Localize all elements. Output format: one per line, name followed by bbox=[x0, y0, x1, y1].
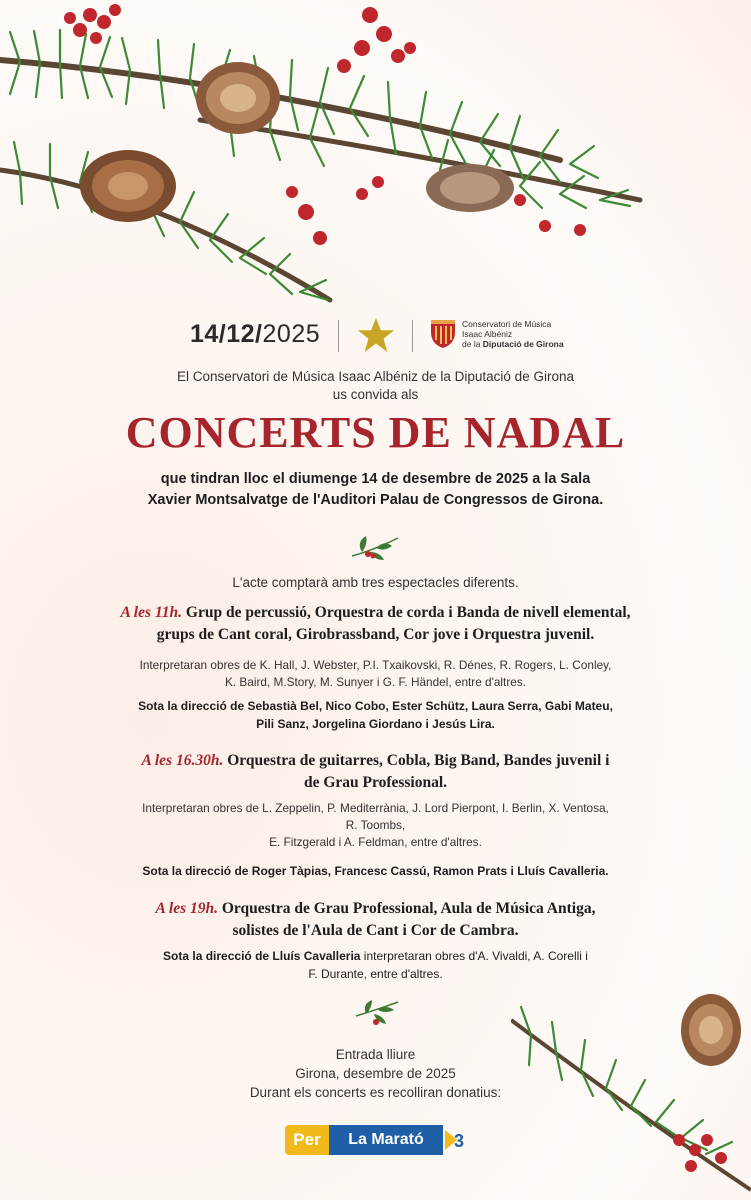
intro-text: El Conservatori de Música Isaac Albéniz de la Diputació de Girona us convida als bbox=[177, 369, 574, 402]
holly-sprig-icon bbox=[352, 996, 402, 1030]
session-1-directors: Sota la direcció de Sebastià Bel, Nico Cobo, Ester Schütz, Laura Serra, Gabi Mateu, Pili Sanz, Jorgelina Giordano i Jesús Lira. bbox=[138, 699, 613, 731]
star-icon bbox=[357, 316, 395, 354]
session-2-directors: Sota la direcció de Roger Tàpias, Francesc Cassú, Ramon Prats i Lluís Cavalleria. bbox=[142, 864, 609, 878]
header-row bbox=[0, 312, 751, 360]
marato-name-label: La Marató bbox=[329, 1125, 443, 1155]
concert-date: 14/12/2025 bbox=[190, 320, 321, 348]
footer-text: Entrada lliure Girona, desembre de 2025 Durant els concerts es recolliran donatius: bbox=[249, 1047, 502, 1100]
conservatori-logo-text: Conservatori de Música Isaac Albéniz de la Diputació de Girona bbox=[462, 319, 564, 349]
divider bbox=[338, 320, 339, 352]
page-title: CONCERTS DE NADAL bbox=[125, 408, 626, 457]
marato-per-label: Per bbox=[285, 1125, 329, 1155]
conservatori-logo-icon bbox=[428, 314, 458, 348]
session-1-title: A les 11h. Grup de percussió, Orquestra de corda i Banda de nivell elemental, grups de Cant coral, Girobrassband, Cor jove i Orquestra juvenil. bbox=[120, 604, 631, 643]
program-lead-text: L'acte comptarà amb tres espectacles diferents. bbox=[232, 575, 519, 590]
tv3-channel-number: 3 bbox=[454, 1131, 465, 1151]
session-3-title: A les 19h. Orquestra de Grau Professional, Aula de Música Antiga, solistes de l'Aula de Cant i Cor de Cambra. bbox=[155, 900, 596, 939]
pine-branches-top-image bbox=[0, 0, 700, 320]
session-2-title: A les 16.30h. Orquestra de guitarres, Cobla, Big Band, Bandes juvenil i de Grau Professional. bbox=[141, 752, 610, 791]
tv3-channel-icon bbox=[445, 1127, 469, 1153]
divider bbox=[412, 320, 413, 352]
holly-sprig-icon bbox=[348, 530, 402, 564]
session-3-directors: Sota la direcció de Lluís Cavalleria interpretaran obres d'A. Vivaldi, A. Corelli i F. Durante, entre d'altres. bbox=[163, 949, 588, 981]
la-marato-logo bbox=[285, 1125, 468, 1155]
session-2-works: Interpretaran obres de L. Zeppelin, P. Mediterrània, J. Lord Pierpont, I. Berlin, X. Ventosa, R. Toombs, E. Fitzgerald i A. Feldman, entre d'altres. bbox=[142, 801, 609, 849]
session-1-works: Interpretaran obres de K. Hall, J. Webster, P.I. Txaikovski, R. Dénes, R. Rogers, L. Conley, K. Baird, M.Story, M. Sunyer i G. F. Händel, entre d'altres. bbox=[139, 658, 612, 689]
event-venue-text: que tindran lloc el diumenge 14 de desembre de 2025 a la Sala Xavier Montsalvatge de l'Auditori Palau de Congressos de Girona. bbox=[147, 471, 604, 508]
